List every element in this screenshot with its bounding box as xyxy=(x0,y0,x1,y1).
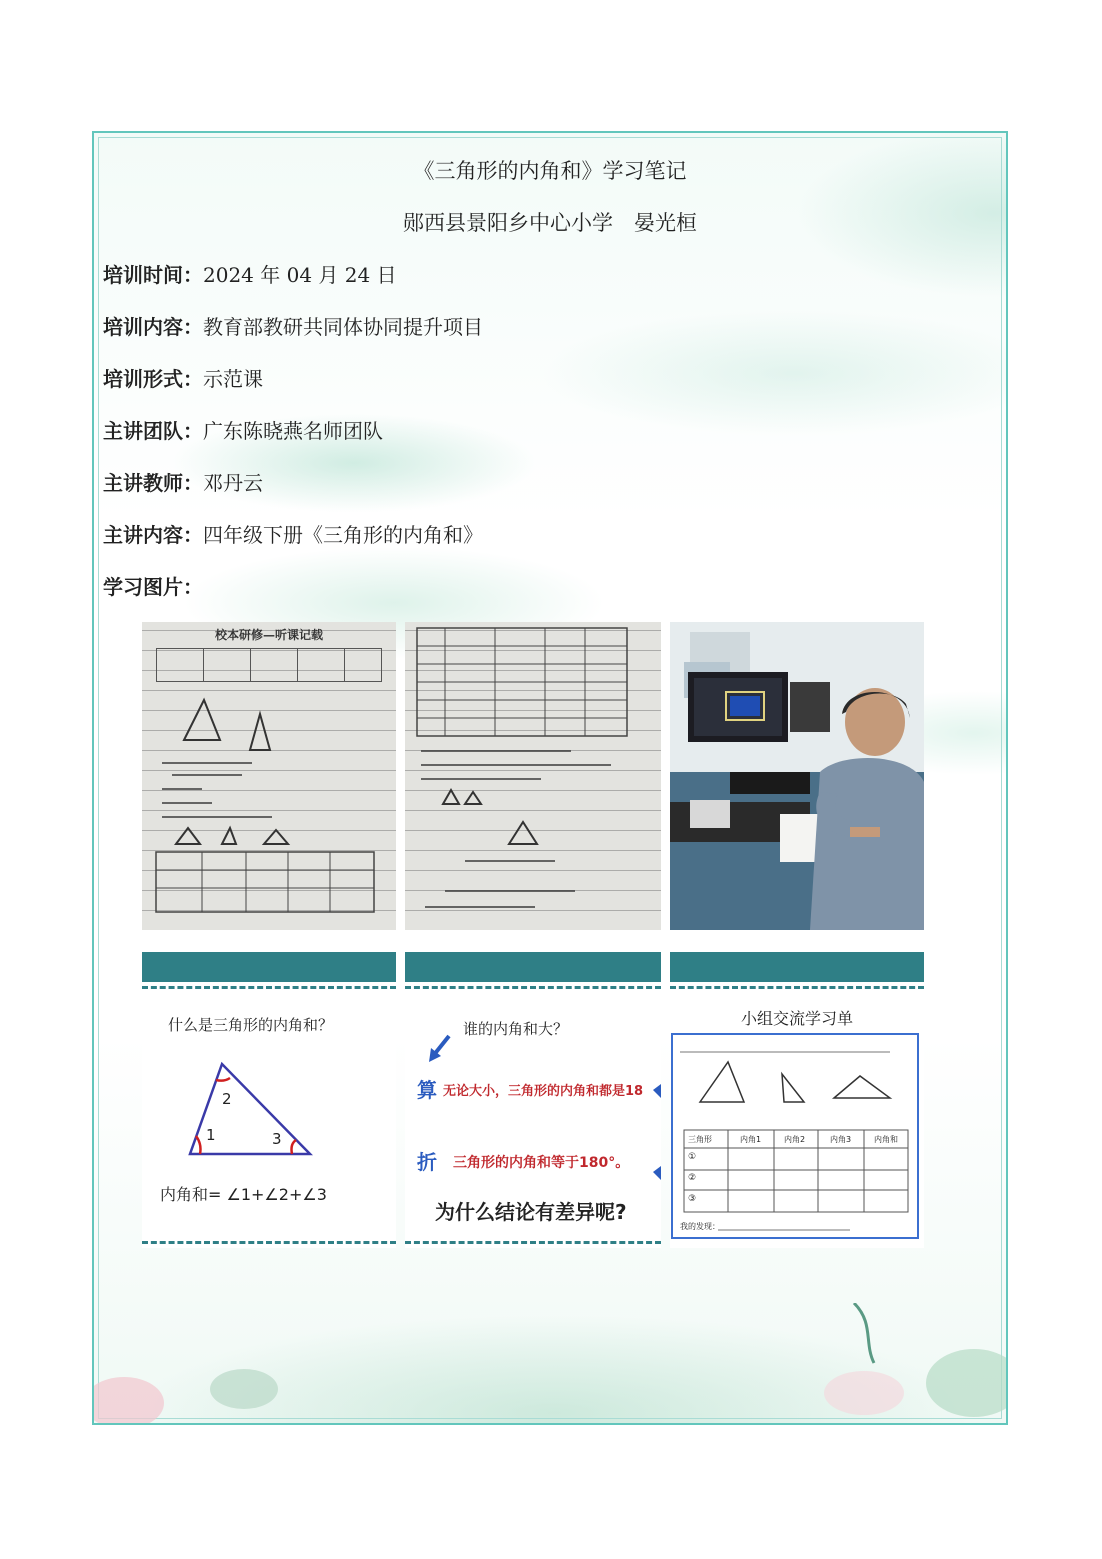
method-calc-text: 无论大小，三角形的内角和都是18 xyxy=(443,1084,644,1099)
scribble xyxy=(421,778,541,780)
scribble xyxy=(162,802,212,804)
decorative-lotus-footer xyxy=(94,1303,1006,1423)
photo-teacher-at-computer xyxy=(670,622,924,930)
field-label: 主讲团队： xyxy=(103,419,203,443)
table-header: 三角形 xyxy=(688,1135,712,1144)
document-author: 郧西县景阳乡中心小学 晏光桓 xyxy=(403,211,697,235)
field-value: 教育部教研共同体协同提升项目 xyxy=(203,315,483,339)
angle-label-3: 3 xyxy=(272,1130,282,1148)
field-value: 2024 年 04 月 24 日 xyxy=(203,263,397,287)
table-header: 内角1 xyxy=(740,1135,762,1144)
table-header: 内角2 xyxy=(784,1135,806,1144)
field-label: 培训时间： xyxy=(103,263,203,287)
photo-grid xyxy=(142,622,924,1248)
notes-sketch-2 xyxy=(405,622,661,930)
field-training-content xyxy=(103,311,483,340)
field-value: 四年级下册《三角形的内角和》 xyxy=(203,523,483,547)
scribble xyxy=(162,816,272,818)
table-row-label: ② xyxy=(688,1173,697,1183)
method-calc-char: 算 xyxy=(417,1078,437,1102)
scribble xyxy=(172,774,242,776)
field-lead-team xyxy=(103,415,383,444)
slide-question: 什么是三角形的内角和？ xyxy=(168,1016,334,1034)
field-label: 主讲教师： xyxy=(103,471,203,495)
scribble xyxy=(162,788,202,790)
field-value: 邓丹云 xyxy=(203,471,263,495)
field-label: 培训内容： xyxy=(103,315,203,339)
notes-title: 校本研修—听课记载 xyxy=(214,628,323,642)
method-fold-text: 三角形的内角和等于180°。 xyxy=(453,1155,630,1171)
photo-slide-comparison xyxy=(405,940,661,1248)
field-study-photos xyxy=(103,571,203,600)
field-label: 学习图片： xyxy=(103,575,203,599)
worksheet-figure xyxy=(670,940,924,1248)
photo-slide-worksheet xyxy=(670,940,924,1248)
slide-dashed-line xyxy=(405,1241,661,1244)
photo-lesson-notes-1 xyxy=(142,622,396,930)
table-row-label: ① xyxy=(688,1152,697,1162)
scribble xyxy=(162,762,252,764)
slide-dashed-line xyxy=(142,1241,396,1244)
photo-slide-inner-angle-definition xyxy=(142,940,396,1248)
table-header: 内角和 xyxy=(874,1135,898,1144)
worksheet-findings-label: 我的发现： xyxy=(680,1222,720,1231)
field-value: 广东陈晓燕名师团队 xyxy=(203,419,383,443)
field-lecture-content xyxy=(103,519,483,548)
scribble xyxy=(425,906,535,908)
scribble xyxy=(465,860,555,862)
field-label: 主讲内容： xyxy=(103,523,203,547)
worksheet-title: 小组交流学习单 xyxy=(740,1009,853,1028)
office-scene xyxy=(670,622,924,930)
field-label: 培训形式： xyxy=(103,367,203,391)
photo-lesson-notes-2 xyxy=(405,622,661,930)
slide-question: 谁的内角和大？ xyxy=(463,1020,569,1038)
scribble xyxy=(421,764,611,766)
document-title: 《三角形的内角和》学习笔记 xyxy=(413,159,687,183)
field-training-form xyxy=(103,363,263,392)
slide-why-question: 为什么结论有差异呢? xyxy=(435,1200,627,1224)
slide-formula: 内角和= ∠1+∠2+∠3 xyxy=(160,1185,327,1204)
table-header: 内角3 xyxy=(830,1135,852,1144)
method-fold-char: 折 xyxy=(417,1150,437,1174)
angle-label-1: 1 xyxy=(206,1126,216,1144)
scribble xyxy=(421,750,571,752)
scribble xyxy=(445,890,575,892)
notes-sketch-1 xyxy=(142,622,396,930)
field-value: 示范课 xyxy=(203,367,263,391)
field-training-time xyxy=(103,259,397,288)
field-lead-teacher xyxy=(103,467,263,496)
table-row-label: ③ xyxy=(688,1194,697,1204)
document-frame xyxy=(92,131,1008,1425)
angle-label-2: 2 xyxy=(222,1090,232,1108)
